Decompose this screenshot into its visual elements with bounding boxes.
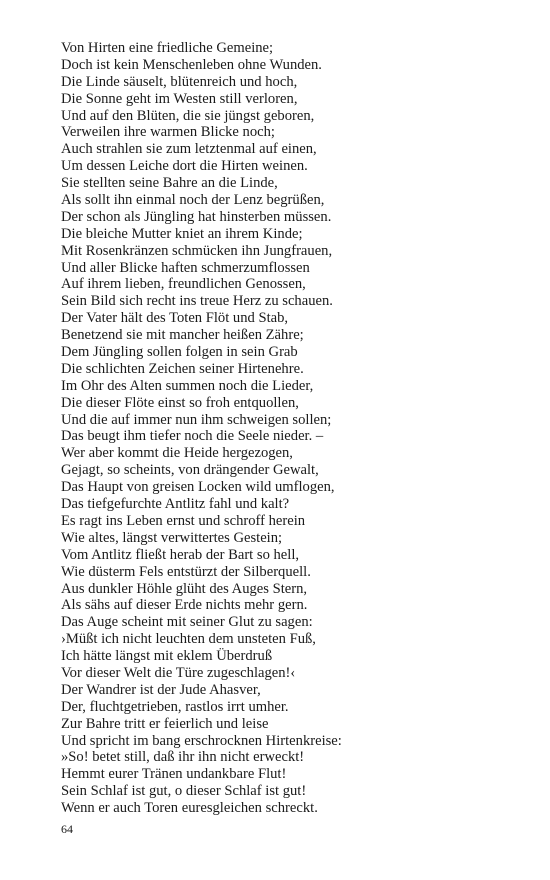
poem-line: Doch ist kein Menschenleben ohne Wunden. [61, 56, 322, 73]
poem-line: Der, fluchtgetrieben, rastlos irrt umher. [61, 698, 289, 715]
poem-line: Wie düsterm Fels entstürzt der Silberquell. [61, 563, 311, 580]
poem-line: Es ragt ins Leben ernst und schroff herein [61, 512, 306, 529]
poem-line: Verweilen ihre warmen Blicke noch; [61, 124, 275, 141]
poem-line: Ich hätte längst mit eklem Überdruß [61, 648, 273, 665]
poem-line: Sein Schlaf ist gut, o dieser Schlaf ist gut! [61, 783, 307, 800]
poem-line: Das Auge scheint mit seiner Glut zu sagen: [61, 614, 313, 631]
poem-line: Der Vater hält des Toten Flöt und Stab, [61, 310, 289, 327]
poem-line: Wer aber kommt die Heide hergezogen, [61, 445, 293, 462]
poem-line: Benetzend sie mit mancher heißen Zähre; [61, 327, 304, 344]
poem-line: Wenn er auch Toren euresgleichen schreckt. [61, 800, 318, 817]
poem-line: Von Hirten eine friedliche Gemeine; [61, 40, 274, 56]
page-number: 64 [61, 822, 73, 836]
poem-text [61, 40, 521, 817]
poem-line: Der Wandrer ist der Jude Ahasver, [61, 681, 261, 698]
poem-line: ›Müßt ich nicht leuchten dem unsteten Fuß, [61, 631, 316, 648]
poem-line: Als sähs auf dieser Erde nichts mehr gern. [61, 597, 308, 614]
poem-line: Vom Antlitz fließt herab der Bart so hell, [61, 546, 300, 563]
poem-line: Und spricht im bang erschrocknen Hirtenkreise: [61, 732, 342, 749]
poem-line: Im Ohr des Alten summen noch die Lieder, [61, 377, 314, 394]
poem-line: Und auf den Blüten, die sie jüngst geboren, [61, 107, 315, 124]
poem-line: Sein Bild sich recht ins treue Herz zu schauen. [61, 293, 333, 310]
poem-line: Die bleiche Mutter kniet an ihrem Kinde; [61, 225, 303, 242]
poem-line: Gejagt, so scheints, von drängender Gewalt, [61, 462, 319, 479]
poem-line: Die Sonne geht im Westen still verloren, [61, 90, 298, 107]
poem-line: Der schon als Jüngling hat hinsterben müssen. [61, 208, 332, 225]
poem-line: Das Haupt von greisen Locken wild umflogen, [61, 479, 335, 496]
poem-line: Vor dieser Welt die Türe zugeschlagen!‹ [61, 664, 296, 681]
poem-line: Das tiefgefurchte Antlitz fahl und kalt? [61, 496, 290, 513]
poem-line: Um dessen Leiche dort die Hirten weinen. [61, 158, 308, 175]
poem-line: Und die auf immer nun ihm schweigen sollen; [61, 411, 332, 428]
poem-line: Mit Rosenkränzen schmücken ihn Jungfrauen, [61, 242, 333, 259]
poem-line: Zur Bahre tritt er feierlich und leise [61, 715, 269, 732]
poem-line: Auf ihrem lieben, freundlichen Genossen, [61, 276, 306, 293]
poem-line: Und aller Blicke haften schmerzumflossen [61, 259, 310, 276]
poem-line: Das beugt ihm tiefer noch die Seele nieder. – [61, 428, 324, 445]
poem-line: Hemmt eurer Tränen undankbare Flut! [61, 766, 287, 783]
poem-line: Die schlichten Zeichen seiner Hirtenehre. [61, 360, 304, 377]
poem-line: Dem Jüngling sollen folgen in sein Grab [61, 344, 298, 361]
poem-line: Sie stellten seine Bahre an die Linde, [61, 175, 278, 192]
poem-line: Auch strahlen sie zum letztenmal auf einen, [61, 141, 317, 158]
poem-line: Die Linde säuselt, blütenreich und hoch, [61, 73, 298, 90]
poem-line: Als sollt ihn einmal noch der Lenz begrüßen, [61, 192, 325, 209]
poem-line: »So! betet still, daß ihr ihn nicht erweckt! [61, 749, 305, 766]
poem-line: Wie altes, längst verwittertes Gestein; [61, 529, 283, 546]
poem-line: Aus dunkler Höhle glüht des Auges Stern, [61, 580, 308, 597]
poem-line: Die dieser Flöte einst so froh entquollen, [61, 394, 299, 411]
